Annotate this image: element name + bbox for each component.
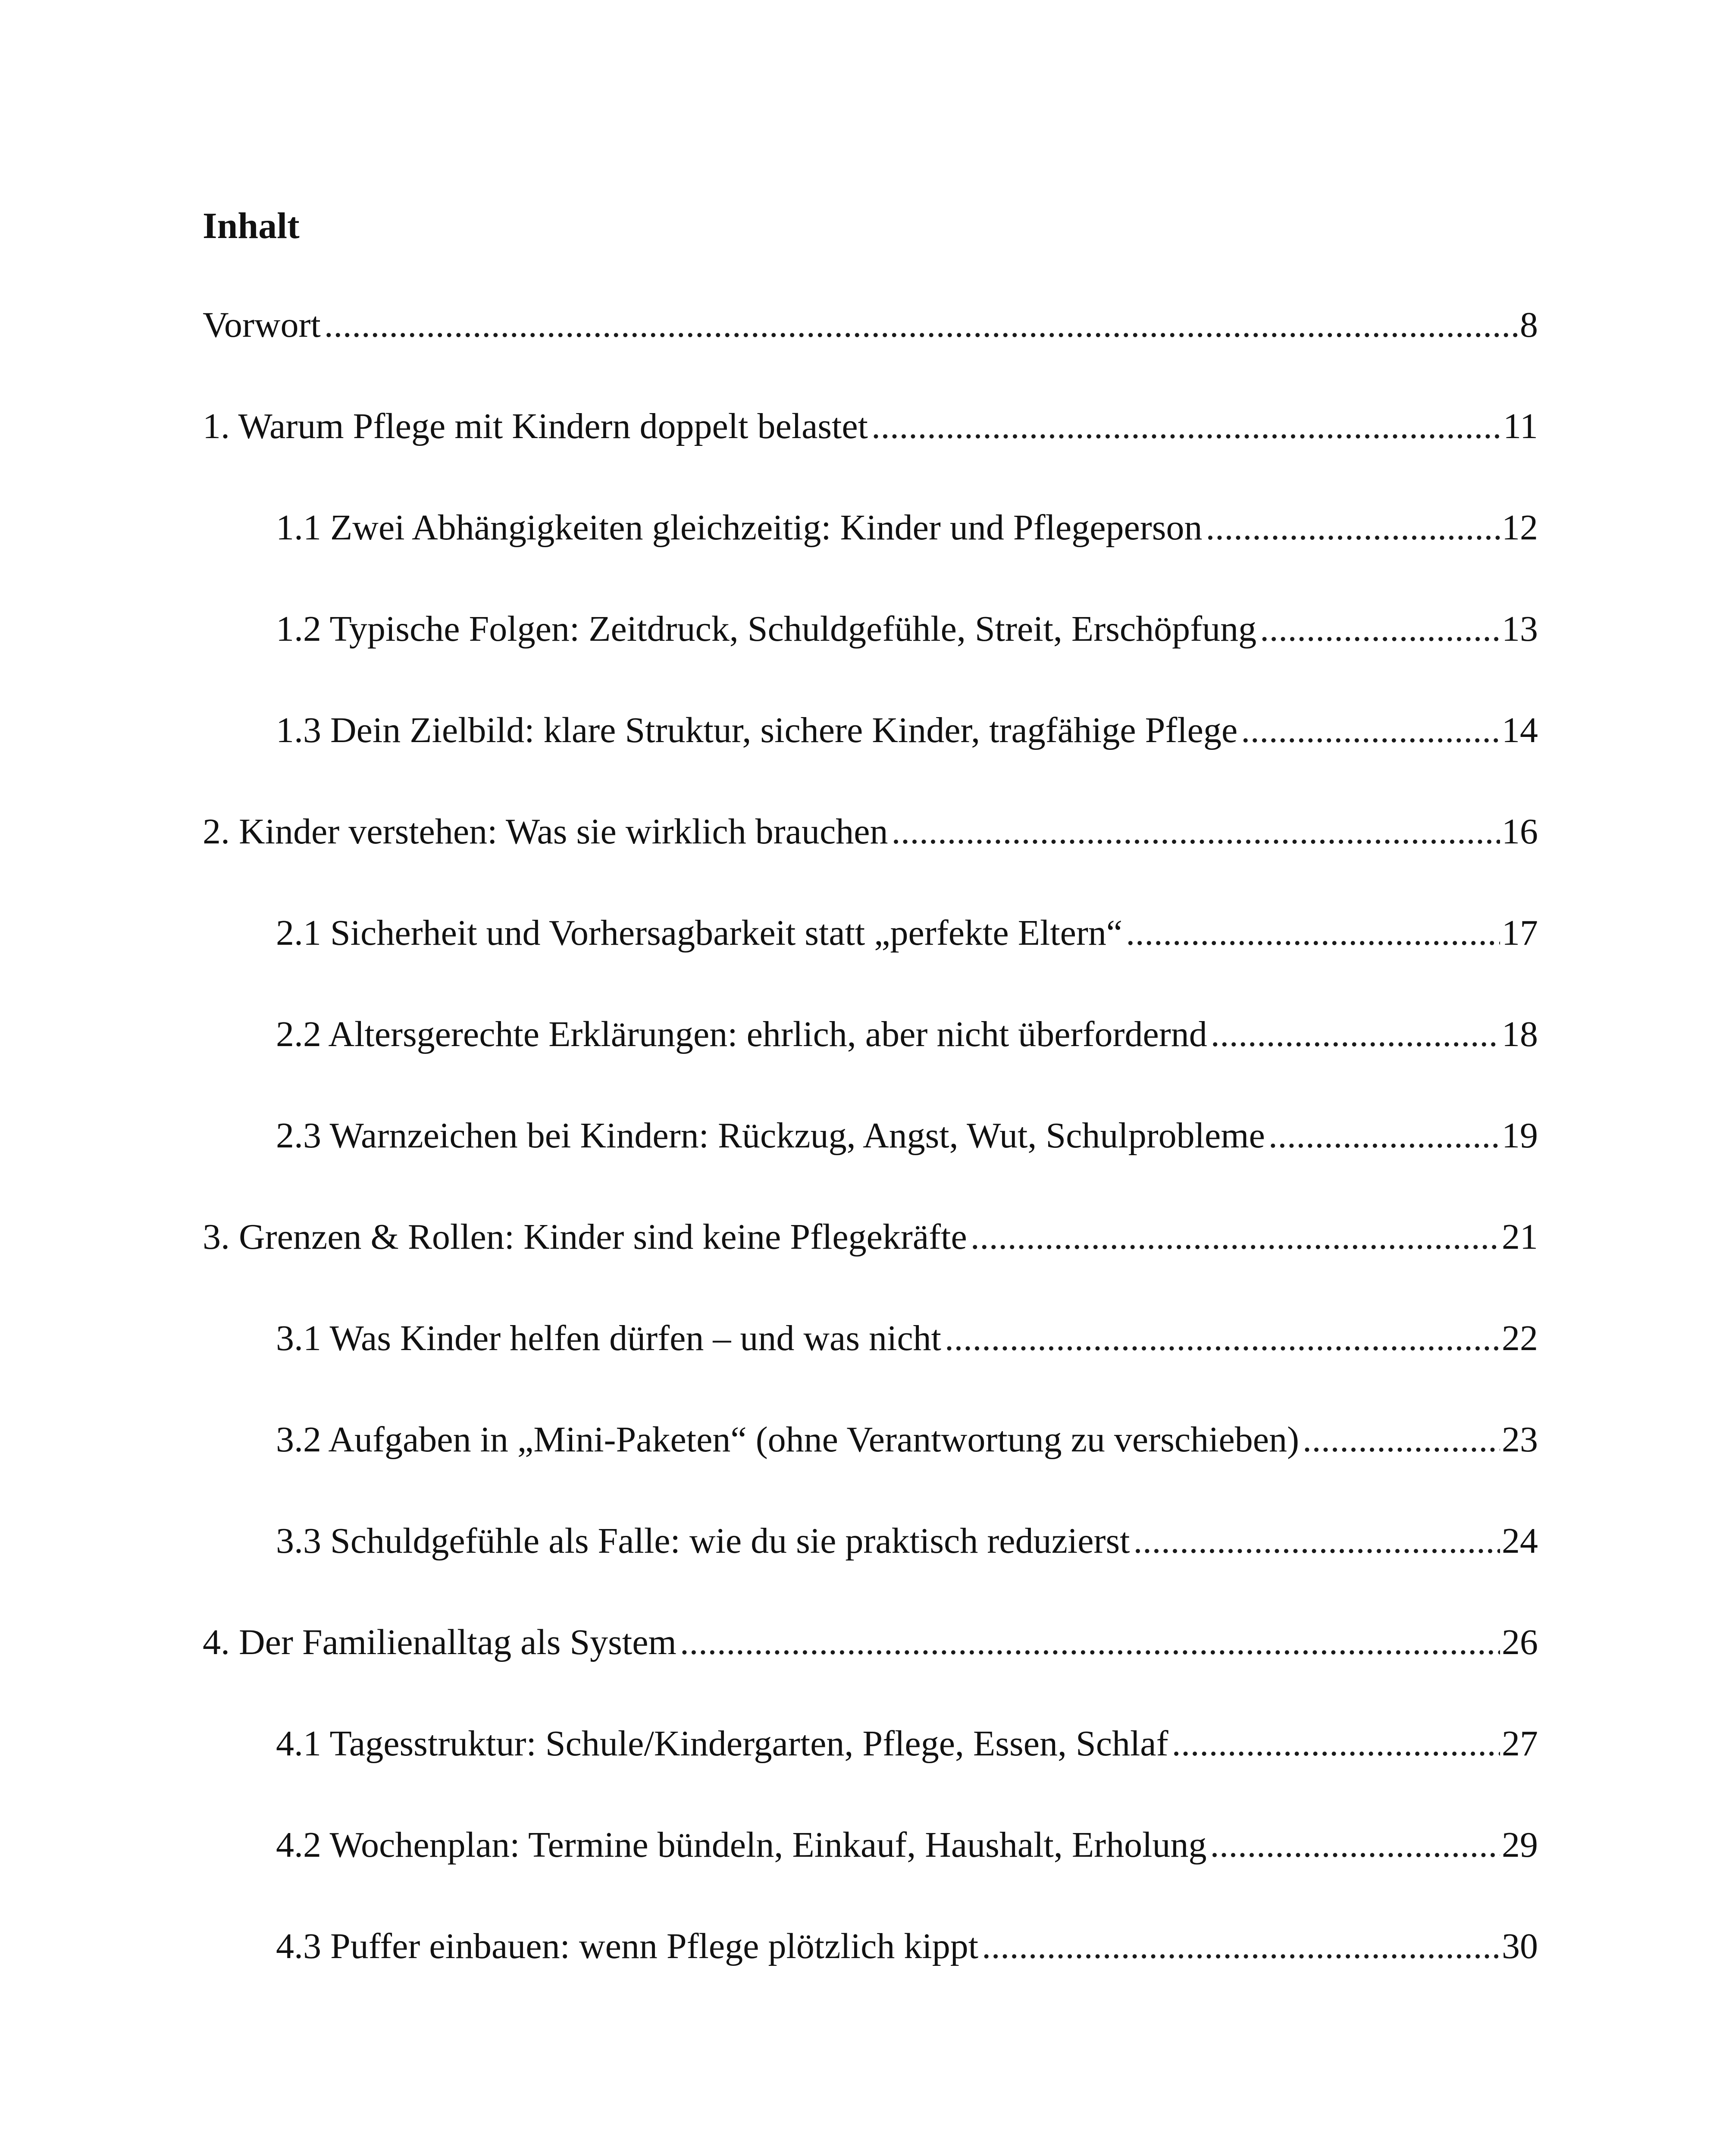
toc-entry-section-4-3[interactable]	[276, 1923, 1538, 1975]
toc-entry-page-number: 14	[1502, 710, 1538, 750]
toc-entry-page-number: 12	[1502, 508, 1538, 548]
toc-entry-title: 2.2 Altersgerechte Erklärungen: ehrlich, aber nicht überfordernd	[276, 1014, 1207, 1054]
toc-entry-page-number: 11	[1503, 406, 1538, 446]
toc-entry-title: 3.1 Was Kinder helfen dürfen – und was nicht	[276, 1318, 941, 1358]
toc-entry-title: 4.2 Wochenplan: Termine bündeln, Einkauf, Haushalt, Erholung	[276, 1825, 1207, 1865]
toc-entry-section-4-1[interactable]	[276, 1720, 1538, 1772]
toc-entry-page-number: 30	[1502, 1926, 1538, 1966]
dot-leader	[945, 1320, 1500, 1357]
toc-entry-page-number: 23	[1502, 1420, 1538, 1460]
toc-entry-page-number: 17	[1502, 913, 1538, 953]
toc-entry-page-number: 22	[1502, 1318, 1538, 1358]
dot-leader	[1268, 1118, 1500, 1154]
toc-entry-section-1-3[interactable]	[276, 707, 1538, 759]
toc-entry-page-number: 18	[1502, 1014, 1538, 1054]
toc-entry-page-number: 26	[1502, 1622, 1538, 1662]
toc-entry-title: 1.2 Typische Folgen: Zeitdruck, Schuldgefühle, Streit, Erschöpfung	[276, 609, 1257, 649]
toc-entry-section-2-3[interactable]	[276, 1112, 1538, 1164]
toc-entry-section-4-2[interactable]	[276, 1822, 1538, 1874]
dot-leader	[1126, 915, 1500, 951]
toc-entry-title: 3.3 Schuldgefühle als Falle: wie du sie praktisch reduzierst	[276, 1521, 1130, 1561]
dot-leader	[1303, 1422, 1500, 1458]
toc-entry-section-1-2[interactable]	[276, 606, 1538, 658]
dot-leader	[1133, 1523, 1500, 1559]
toc-entry-chapter-3[interactable]	[203, 1214, 1538, 1266]
toc-entry-title: Vorwort	[203, 305, 321, 345]
dot-leader	[982, 1928, 1500, 1965]
toc-entry-title: 4.1 Tagesstruktur: Schule/Kindergarten, Pflege, Essen, Schlaf	[276, 1724, 1168, 1764]
toc-entry-page-number: 29	[1502, 1825, 1538, 1865]
toc-entry-page-number: 24	[1502, 1521, 1538, 1561]
dot-leader	[892, 814, 1500, 850]
dot-leader	[680, 1624, 1500, 1661]
toc-entry-page-number: 27	[1502, 1724, 1538, 1764]
dot-leader	[1172, 1726, 1500, 1762]
toc-entry-title: 3.2 Aufgaben in „Mini-Paketen“ (ohne Verantwortung zu verschieben)	[276, 1420, 1300, 1460]
toc-entry-page-number: 21	[1502, 1217, 1538, 1257]
dot-leader	[1210, 1827, 1500, 1863]
toc-entry-title: 1.1 Zwei Abhängigkeiten gleichzeitig: Kinder und Pflegeperson	[276, 508, 1203, 548]
dot-leader	[1260, 611, 1500, 647]
toc-entry-section-2-2[interactable]	[276, 1011, 1538, 1063]
toc-entry-section-3-1[interactable]	[276, 1315, 1538, 1367]
toc-entry-chapter-2[interactable]	[203, 808, 1538, 860]
toc-entry-chapter-4[interactable]	[203, 1619, 1538, 1671]
page-title: Inhalt	[203, 205, 300, 246]
toc-entry-title: 4.3 Puffer einbauen: wenn Pflege plötzlich kippt	[276, 1926, 979, 1966]
toc-entry-title: 2. Kinder verstehen: Was sie wirklich brauchen	[203, 812, 888, 852]
toc-entry-title: 3. Grenzen & Rollen: Kinder sind keine Pflegekräfte	[203, 1217, 967, 1257]
toc-entry-section-1-1[interactable]	[276, 505, 1538, 556]
toc-entry-page-number: 19	[1502, 1116, 1538, 1156]
toc-entry-title: 1.3 Dein Zielbild: klare Struktur, sichere Kinder, tragfähige Pflege	[276, 710, 1238, 750]
toc-entry-section-3-2[interactable]	[276, 1416, 1538, 1468]
dot-leader	[324, 307, 1518, 343]
toc-entry-title: 2.3 Warnzeichen bei Kindern: Rückzug, Angst, Wut, Schulprobleme	[276, 1116, 1265, 1156]
toc-entry-vorwort[interactable]	[203, 302, 1538, 354]
toc-entry-title: 4. Der Familienalltag als System	[203, 1622, 677, 1662]
toc-entry-section-2-1[interactable]	[276, 910, 1538, 962]
toc-entry-title: 2.1 Sicherheit und Vorhersagbarkeit statt „perfekte Eltern“	[276, 913, 1123, 953]
dot-leader	[1241, 712, 1500, 749]
toc-entry-page-number: 13	[1502, 609, 1538, 649]
toc-entry-chapter-1[interactable]	[203, 403, 1538, 455]
dot-leader	[1211, 1016, 1500, 1053]
toc-entry-page-number: 16	[1502, 812, 1538, 852]
toc-entry-section-3-3[interactable]	[276, 1518, 1538, 1570]
toc-entry-title: 1. Warum Pflege mit Kindern doppelt belastet	[203, 406, 868, 446]
dot-leader	[1206, 510, 1500, 546]
toc-entry-page-number: 8	[1520, 305, 1538, 345]
dot-leader	[971, 1219, 1500, 1255]
dot-leader	[871, 408, 1501, 445]
